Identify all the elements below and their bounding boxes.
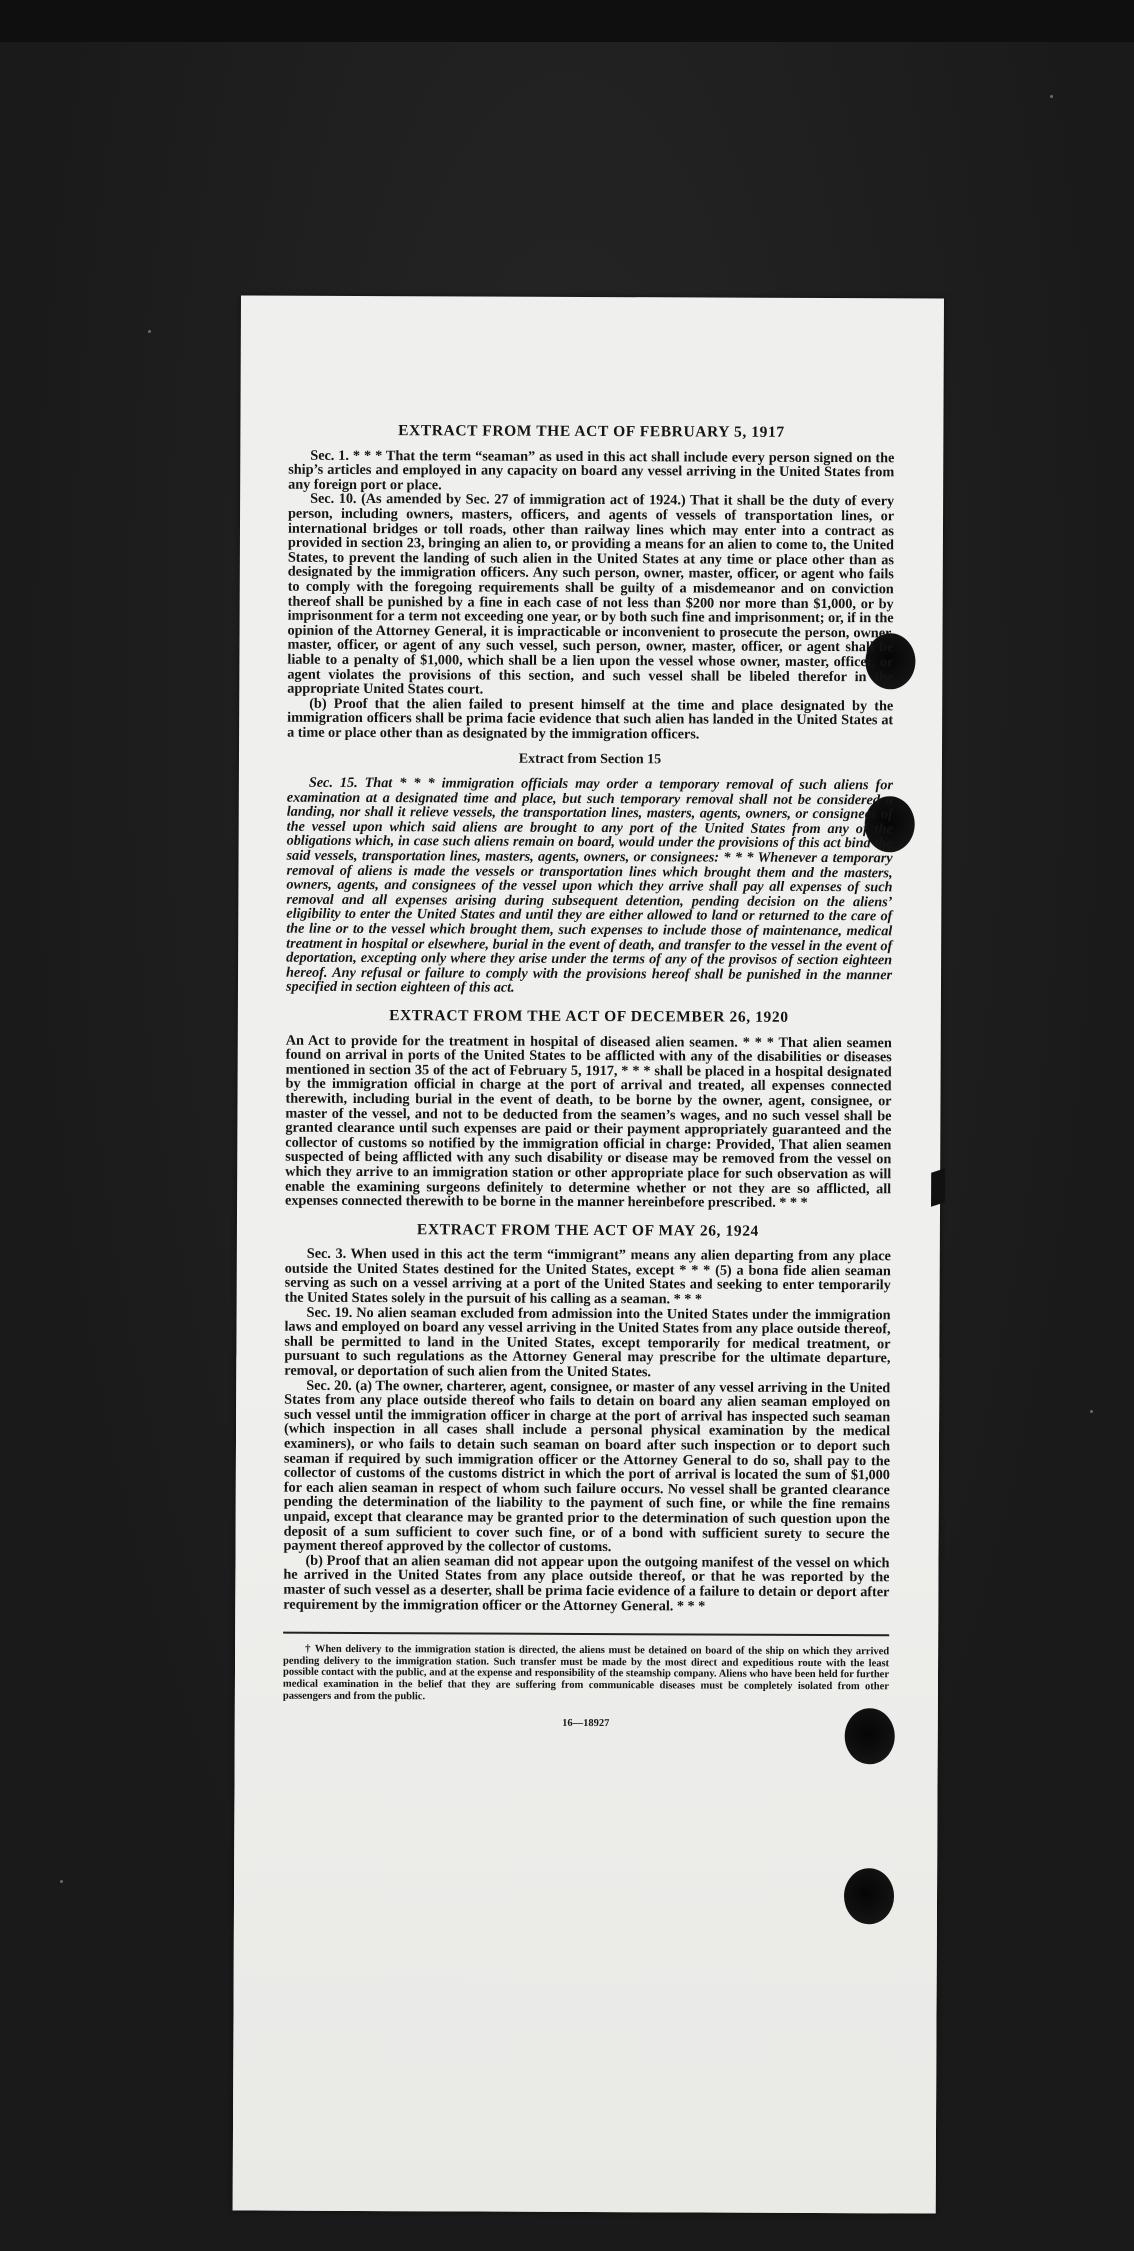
dust-speck <box>1090 1410 1093 1413</box>
form-number: 16—18927 <box>562 1717 610 1730</box>
footnote-divider <box>283 1632 889 1637</box>
act-1920-paragraph: An Act to provide for the treatment in hospital of diseased alien seamen. * * * That alien seamen found on arrival in ports of the United States to be afflicted with any of the disabilities or diseases mentioned in section 35 of the act of February 5, 1917, * * * shall be placed in a hospital designated by the immigration official in charge at the port of arrival and treated, all expenses connected therewith, including burial in the event of death, to be borne by the owner, agent, consignee, or master of the vessel, and not to be deducted from the seamen’s wages, and no such vessel shall be granted clearance until such expenses are paid or their payment appropriately guaranteed and the collector of customs so notified by the immigration official in charge: Provided, That alien seamen suspected of being afflicted with any such disability or disease may be removed from the vessel on which they arrive to an immigration station or other appropriate place for such observation as will enable the examining surgeons definitely to determine whether or not they are so afflicted, all expenses connected therewith to be borne in the manner hereinbefore prescribed. * * * <box>285 1032 892 1212</box>
section-subheading: Extract from Section 15 <box>518 752 662 768</box>
document-text <box>283 424 895 1733</box>
sec-15-paragraph: Sec. 15. That * * * immigration officials may order a temporary removal of such aliens for examination at a designated time and place, but such temporary removal shall not be considered a landing, nor shall it relieve vessels, the transportation lines, masters, agents, owners, or consignees of the vessel upon which said aliens are brought to any port of the United States from any of the obligations which, in case such aliens remain on board, would under the provisions of this act bind the said vessels, transportation lines, masters, agents, owners, or consignees: * * * Whenever a temporary removal of aliens is made the vessels or transportation lines which brought them and the masters, owners, agents, and consignees of the vessel upon which they arrive shall pay all expenses of such removal and all expenses arising during subsequent detention, pending decision on the aliens’ eligibility to enter the United States and until they are either allowed to land or returned to the care of the line or to the vessel which brought them, such expenses to include those of maintenance, medical treatment in hospital or elsewhere, burial in the event of death, and transfer to the vessel in the event of deportation, excepting only where they arise under the terms of any of the provisos of section eighteen hereof. Any refusal or failure to comply with the provisions hereof shall be punished in the manner specified in section eighteen of this act. <box>285 774 893 997</box>
sec-10b-paragraph: (b) Proof that the alien failed to present himself at the time and place designated by the immigration officers shall be prima facie evidence that such alien has landed in the United States at a time or place other than as designated by the immigration officers. <box>287 695 894 743</box>
scan-top-edge <box>0 0 1134 42</box>
sec-20b-paragraph: (b) Proof that an alien seaman did not appear upon the outgoing manifest of the vessel on which he arrived in the United States from any place outside thereof, or that he was reported by the master of such vessel as a deserter, shall be prima facie evidence of a failure to detain or deport after requirement by the immigration officer or the Attorney General. * * * <box>283 1552 890 1615</box>
section-heading: EXTRACT FROM THE ACT OF DECEMBER 26, 1920 <box>389 1007 789 1026</box>
section-heading: EXTRACT FROM THE ACT OF MAY 26, 1924 <box>416 1220 759 1240</box>
sec-1-paragraph: Sec. 1. * * * That the term “seaman” as used in this act shall include every person signed on the ship’s articles and employed in any capacity on board any vessel arriving in the United States from any foreign port or place. <box>288 447 895 494</box>
sec-3-paragraph: Sec. 3. When used in this act the term “immigrant” means any alien departing from any place outside the United States destined for the United States, except * * * (5) a bona fide alien seaman serving as such on a vessel arriving at a port of the United States and seeking to enter temporarily the United States solely in the pursuit of his calling as a seaman. * * * <box>284 1246 891 1308</box>
footnote: † When delivery to the immigration station is directed, the aliens must be detained on board of the ship on which they arrived pending delivery to the immigration station. Such transfer must be made by the most direct and expeditious route with the least possible contact with the public, and at the expense and responsibility of the steamship company. Aliens who have been held for further medical examination in the belief that they are suffering from communicable diseases must be completely isolated from other passengers and from the public. <box>282 1643 890 1702</box>
sec-19-paragraph: Sec. 19. No alien seaman excluded from admission into the United States under the immigration laws and employed on board any vessel arriving in the United States from any place outside thereof, shall be permitted to land in the United States, except temporarily for medical treatment, or pursuant to such regulations as the Attorney General may prescribe for the ultimate departure, removal, or deportation of such alien from the United States. <box>284 1304 891 1381</box>
dust-speck <box>1050 95 1053 98</box>
punch-hole <box>844 1868 894 1924</box>
sec-20a-paragraph: Sec. 20. (a) The owner, charterer, agent, consignee, or master of any vessel arriving in the United States from any place outside thereof who fails to detain on board any alien seaman employed on such vessel until the immigration officer in charge at the port of arrival has inspected such seaman (which inspection in all cases shall include a personal physical examination by the medical examiners), or who fails to detain such seaman on board after such inspection or to deport such seaman if required by such immigration officer or the Attorney General to do so, shall pay to the collector of customs of the customs district in which the port of arrival is located the sum of $1,000 for each alien seaman in respect of whom such failure occurs. No vessel shall be granted clearance pending the determination of the liability to the payment of such fine, or while the fine remains unpaid, except that clearance may be granted prior to the determination of such question upon the deposit of a sum sufficient to cover such fine, or of a bond with sufficient surety to secure the payment thereof approved by the collector of customs. <box>283 1377 891 1556</box>
page-tear-mark <box>931 1168 945 1206</box>
sec-10-paragraph: Sec. 10. (As amended by Sec. 27 of immigration act of 1924.) That it shall be the duty of every person, including owners, masters, officers, and agents of vessels of transportation lines, or international bridges or toll roads, other than railway lines which may enter into a contract as provided in section 23, bringing an alien to, or providing a means for an alien to come to, the United States, to prevent the landing of such alien in the United States at any time or place other than as designated by the immigration officers. Any such person, owner, master, officer, or agent who fails to comply with the foregoing requirements shall be guilty of a misdemeanor and on conviction thereof shall be punished by a fine in each case of not less than $200 nor more than $1,000, or by imprisonment for a term not exceeding one year, or by both such fine and imprisonment; or, if in the opinion of the Attorney General, it is impracticable or inconvenient to prosecute the person, owner, master, officer, or agent of any such vessel, such person, owner, master, officer, or agent shall be liable to a penalty of $1,000, which shall be a lien upon the vessel whose owner, master, officer, or agent violates the provisions of this section, and such vessel shall be libeled therefor in the appropriate United States court. <box>287 491 895 698</box>
dust-speck <box>148 330 151 333</box>
dust-speck <box>60 1880 63 1883</box>
section-heading: EXTRACT FROM THE ACT OF FEBRUARY 5, 1917 <box>398 422 785 441</box>
document-page <box>233 295 944 2213</box>
